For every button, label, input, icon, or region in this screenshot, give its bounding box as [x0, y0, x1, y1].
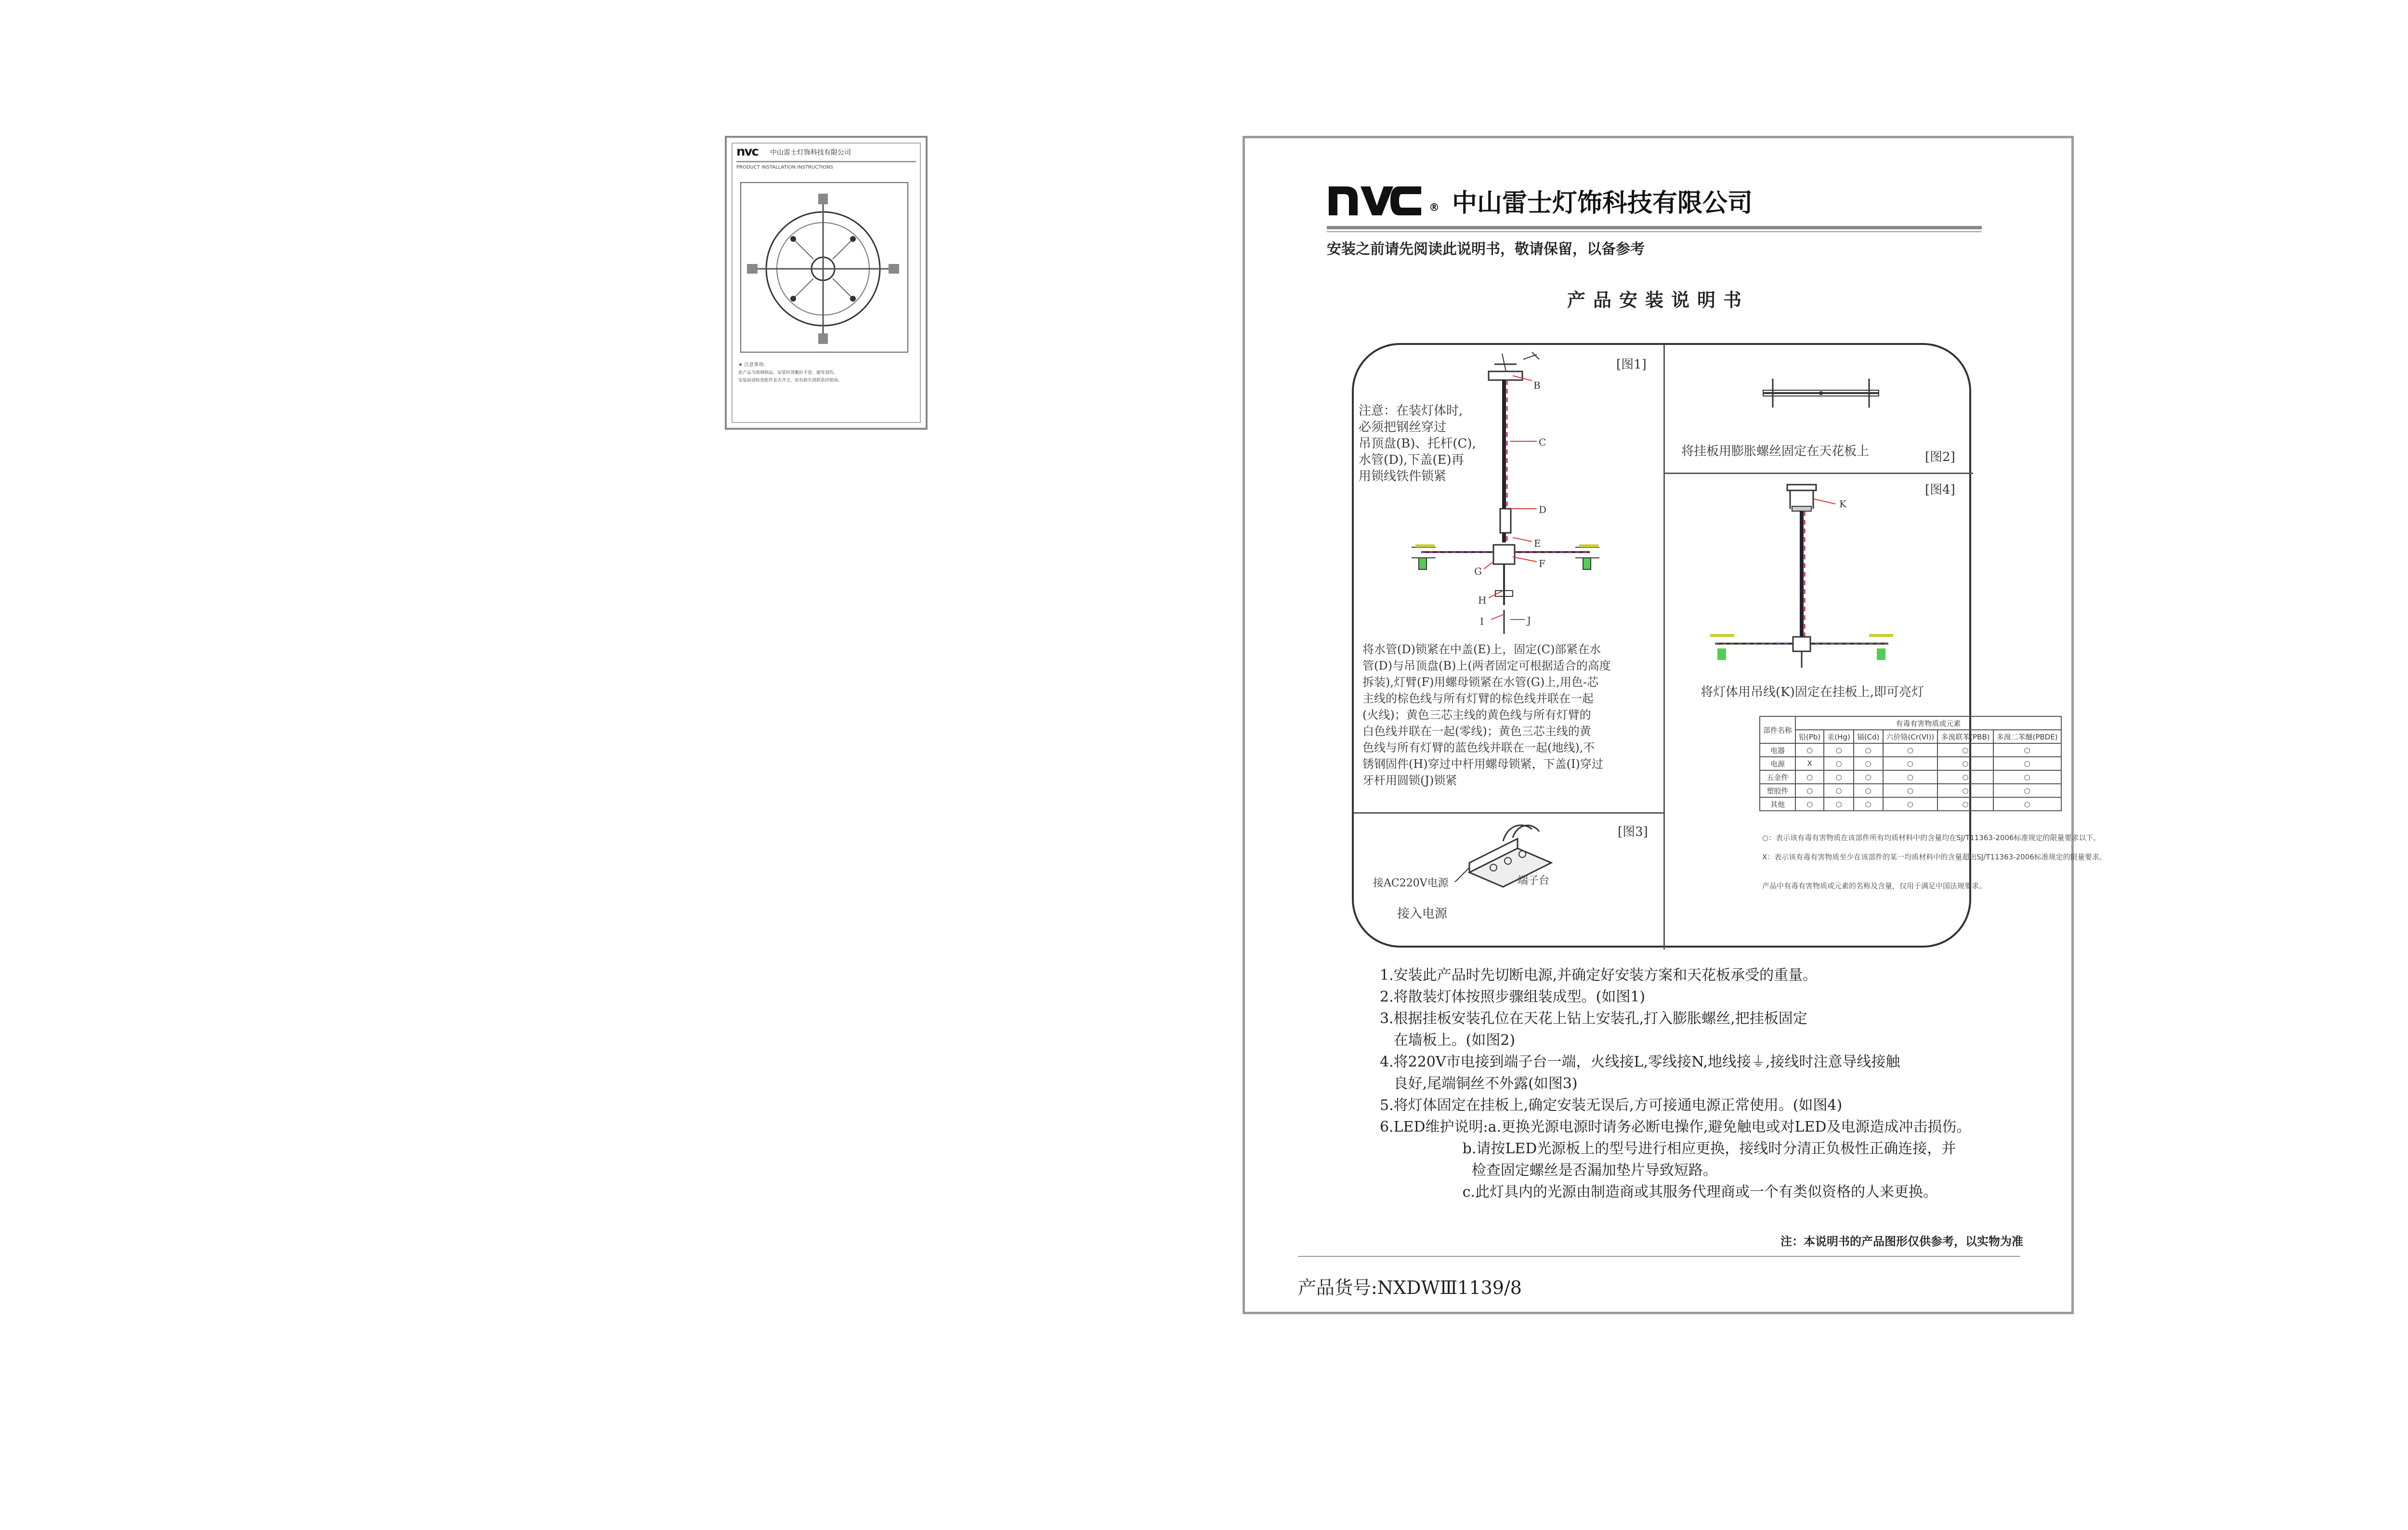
step-line: 6.LED维护说明:a.更换光源电源时请务必断电操作,避免触电或对LED及电源造成冲击损伤。 — [1380, 1119, 1971, 1135]
table-column-header: 汞(Hg) — [1824, 730, 1854, 743]
table-column-header: 镉(Cd) — [1854, 730, 1883, 743]
figure-1-note: 注意：在装灯体时, 必须把钢丝穿过 吊顶盘(B)、托杆(C), 水管(D),下盖(E)再 用锁线铁件锁紧 — [1359, 404, 1476, 484]
thumbnail-note-line: 安装前请检查配件是否齐全，如有缺失请联系经销商。 — [738, 378, 843, 383]
thumbnail-chandelier-top-view — [741, 183, 905, 350]
reading-notice: 安装之前请先阅读此说明书，敬请保留，以备参考 — [1327, 241, 1645, 258]
label-f: F — [1539, 558, 1545, 569]
panel-divider-right — [1663, 473, 1973, 474]
header-divider-thin — [1327, 231, 1982, 232]
label-e: E — [1534, 538, 1541, 549]
footer-divider — [1298, 1256, 2020, 1257]
figure-2-caption: 将挂板用膨胀螺丝固定在天花板上 — [1681, 444, 1870, 459]
figure-4-tag: [图4] — [1925, 483, 1955, 497]
table-footer: 产品中有毒有害物质或元素的名称及含量，仅用于满足中国法规要求。 — [1762, 882, 1987, 890]
thumbnail-company: 中山雷士灯饰科技有限公司 — [770, 149, 851, 157]
table-column-header: 多溴二苯醚(PBDE) — [1993, 730, 2061, 743]
step-line: 检查固定螺丝是否漏加垫片导致短路。 — [1380, 1162, 1717, 1179]
thumbnail-logo: nvc — [736, 145, 758, 159]
nvc-logo — [1327, 177, 1440, 220]
thumbnail-note-marker: ★ 注意事项: — [738, 362, 765, 368]
step-line: c.此灯具内的光源由制造商或其服务代理商或一个有类似资格的人来更换。 — [1380, 1184, 1937, 1200]
table-row: 塑胶件 ○ ○ ○ ○ ○ ○ — [1760, 784, 2061, 797]
installation-steps — [1380, 964, 1971, 1203]
company-name: 中山雷士灯饰科技有限公司 — [1452, 189, 1753, 218]
step-line: 在墙板上。(如图2) — [1380, 1032, 1516, 1049]
step-line: 良好,尾端铜丝不外露(如图3) — [1380, 1075, 1578, 1092]
table-row: 电器 ○ ○ ○ ○ ○ ○ — [1760, 743, 2061, 757]
step-line: 5.将灯体固定在挂板上,确定安装无误后,方可接通电源正常使用。(如图4) — [1380, 1097, 1843, 1114]
table-part-header: 部件名称 — [1760, 716, 1795, 743]
figure-1-assembly-diagram — [1392, 350, 1643, 648]
table-column-header: 六价铬(Cr(VI)) — [1883, 730, 1938, 743]
thumbnail-page[interactable] — [725, 136, 928, 430]
thumbnail-note-line: 此产品为玻璃制品，安装时请戴好手套，避免划伤。 — [738, 370, 838, 375]
table-row: 其他 ○ ○ ○ ○ ○ ○ — [1760, 797, 2061, 811]
reference-footnote: 注：本说明书的产品图形仅供参考，以实物为准 — [1780, 1235, 2023, 1248]
table-row: 电源 X ○ ○ ○ ○ ○ — [1760, 757, 2061, 770]
document-title: 产品安装说明书 — [1567, 290, 1749, 311]
figure-3-tag: [图3] — [1618, 825, 1648, 839]
label-j: J — [1527, 615, 1531, 626]
label-d: D — [1539, 504, 1547, 515]
label-h: H — [1478, 594, 1487, 606]
figure-3-caption: 接入电源 — [1397, 907, 1448, 921]
step-line: 4.将220V市电接到端子台一端，火线接L,零线接N,地线接⏚,接线时注意导线接触 — [1380, 1054, 1900, 1070]
table-row: 五金件 ○ ○ ○ ○ ○ ○ — [1760, 770, 2061, 784]
figure-panel — [1352, 343, 2107, 948]
figure-4-caption: 将灯体用吊线(K)固定在挂板上,即可亮灯 — [1701, 685, 1924, 699]
thumbnail-divider — [736, 161, 916, 162]
step-line: b.请按LED光源板上的型号进行相应更换，接线时分清正负极性正确连接，并 — [1380, 1140, 1956, 1157]
instruction-sheet — [1243, 136, 2107, 1314]
table-legend-x: X：表示该有毒有害物质至少在该部件的某一均质材料中的含量超出SJ/T11363-2006标准规定的限量要求。 — [1762, 853, 2107, 861]
table-title: 有毒有害物质或元素 — [1795, 716, 2061, 730]
label-g: G — [1474, 566, 1482, 577]
panel-divider-left — [1354, 812, 1663, 814]
table-legend-o: ○：表示该有毒有害物质在该部件所有均质材料中的含量均在SJ/T11363-2006标准规定的限量要求以下。 — [1762, 833, 2101, 842]
step-line: 1.安装此产品时先切断电源,并确定好安装方案和天花板承受的重量。 — [1380, 967, 1818, 984]
hazardous-substances-table — [1759, 716, 2062, 811]
product-code: 产品货号:NXDWⅢ1139/8 — [1298, 1277, 1522, 1298]
header-divider-thick — [1327, 226, 1982, 229]
registered-mark: ® — [1429, 202, 1440, 214]
label-c: C — [1539, 436, 1546, 448]
table-column-header: 铅(Pb) — [1795, 730, 1824, 743]
figure-3-terminal-label: 端子台 — [1518, 875, 1550, 887]
panel-divider-vertical — [1663, 345, 1665, 950]
step-line: 3.根据挂板安装孔位在天花上钻上安装孔,打入膨胀螺丝,把挂板固定 — [1380, 1010, 1807, 1027]
figure-3-power-label: 接AC220V电源 — [1373, 877, 1449, 889]
figure-2-mounting-plate — [1758, 369, 1884, 412]
nvc-logo-icon — [1327, 177, 1442, 220]
step-line: 2.将散装灯体按照步骤组装成型。(如图1) — [1380, 989, 1646, 1005]
figure-4-hanging-diagram — [1691, 480, 1922, 673]
thumbnail-diagram — [740, 182, 908, 353]
label-b: B — [1533, 380, 1541, 391]
thumbnail-subtitle: PRODUCT INSTALLATION INSTRUCTIONS — [736, 165, 834, 170]
figure-3-terminal-block — [1450, 819, 1575, 892]
figure-1-tag: [图1] — [1616, 357, 1647, 372]
figure-2-tag: [图2] — [1925, 450, 1955, 464]
table-column-header: 多溴联苯(PBB) — [1937, 730, 1993, 743]
label-k: K — [1839, 498, 1846, 510]
label-i: I — [1480, 616, 1484, 627]
figure-1-description: 将水管(D)锁紧在中盖(E)上，固定(C)部紧在水 管(D)与吊顶盘(B)上(两者固定可根据适合的高度 拆装),灯臂(F)用螺母锁紧在水管(G)上,用色-芯 主线的棕色线与所有灯臂的棕色线并联在一起 (火线)；黄色三芯主线的黄色线与所有灯臂的 白色线并联在一起(零线)；黄色三芯主线的黄 色线与所有灯臂的蓝色线并联在一起(地线),不 锈钢固件(H)穿过中杆用螺母锁紧，下盖(I)穿过 牙杆用圆锁(J)锁紧 — [1362, 643, 1611, 787]
